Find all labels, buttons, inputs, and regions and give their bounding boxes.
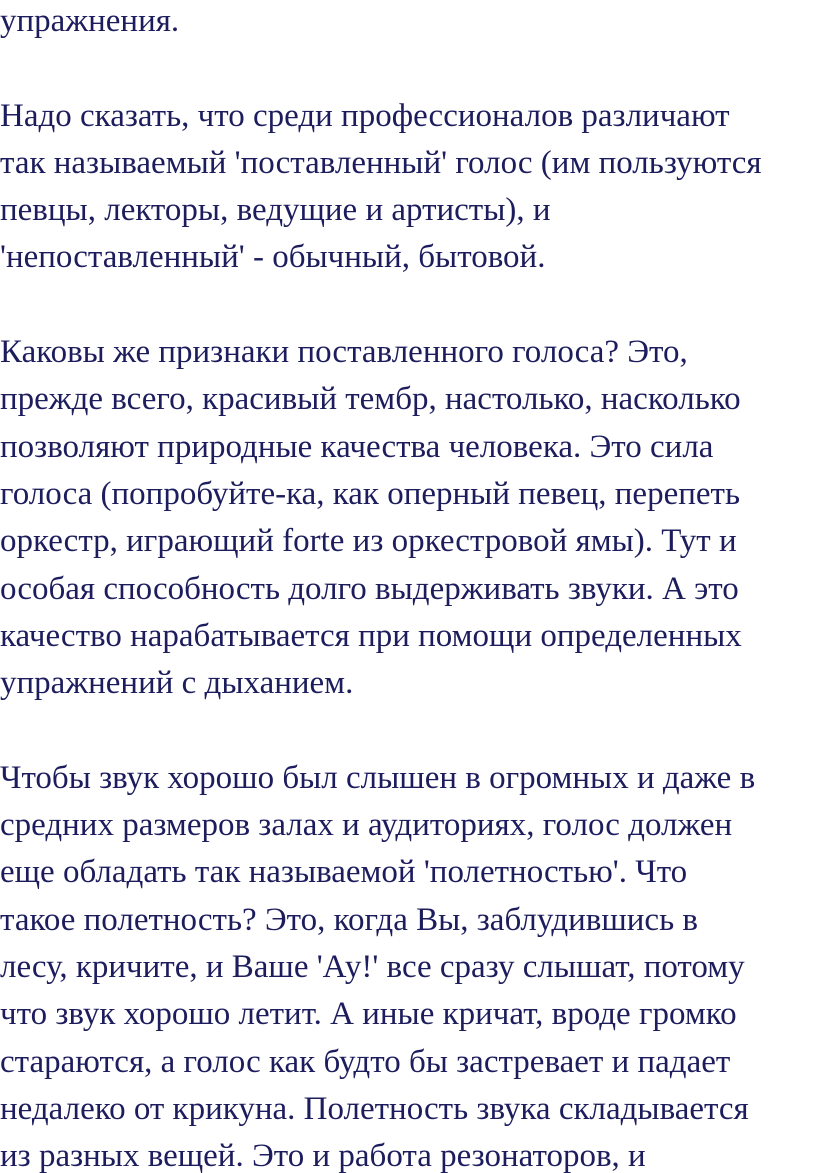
text-line: стараются, а голос как будто бы застревает и падает: [0, 1043, 731, 1080]
text-line: 'непоставленный' - обычный, бытовой.: [0, 239, 546, 276]
text-line: недалеко от крикуна. Полетность звука складывается: [0, 1090, 749, 1127]
text-line: что звук хорошо летит. А иные кричат, вроде громко: [0, 996, 737, 1033]
text-line: упражнения.: [0, 3, 180, 39]
text-line: особая способность долго выдерживать звуки. А это: [0, 570, 739, 607]
text-line: Каковы же признаки поставленного голоса? Это,: [0, 334, 688, 371]
text-line: певцы, лекторы, ведущие и артисты), и: [0, 192, 551, 229]
text-line: так называемый 'поставленный' голос (им пользуются: [0, 144, 762, 181]
text-line: Чтобы звук хорошо был слышен в огромных и даже в: [0, 759, 756, 796]
text-line: голоса (попробуйте-ка, как оперный певец, перепеть: [0, 475, 741, 512]
text-line: прежде всего, красивый тембр, настолько, насколько: [0, 381, 741, 418]
text-line: из разных вещей. Это и работа резонаторов, и: [0, 1138, 646, 1173]
text-line: упражнений с дыханием.: [0, 665, 354, 702]
text-line: позволяют природные качества человека. Это сила: [0, 428, 714, 465]
text-line: лесу, кричите, и Ваше 'Ау!' все сразу слышат, потому: [0, 948, 745, 985]
blank-line: [0, 45, 816, 92]
text-line: такое полетность? Это, когда Вы, заблудившись в: [0, 901, 698, 938]
text-line: средних размеров залах и аудиториях, голос должен: [0, 807, 733, 844]
text-line: Надо сказать, что среди профессионалов различают: [0, 97, 730, 134]
text-line: оркестр, играющий forte из оркестровой ямы). Тут и: [0, 523, 737, 560]
text-line: качество нарабатывается при помощи определенных: [0, 617, 742, 654]
blank-line: [0, 282, 816, 329]
text-line: еще обладать так называемой 'полетностью'. Что: [0, 854, 688, 891]
blank-line: [0, 707, 816, 754]
